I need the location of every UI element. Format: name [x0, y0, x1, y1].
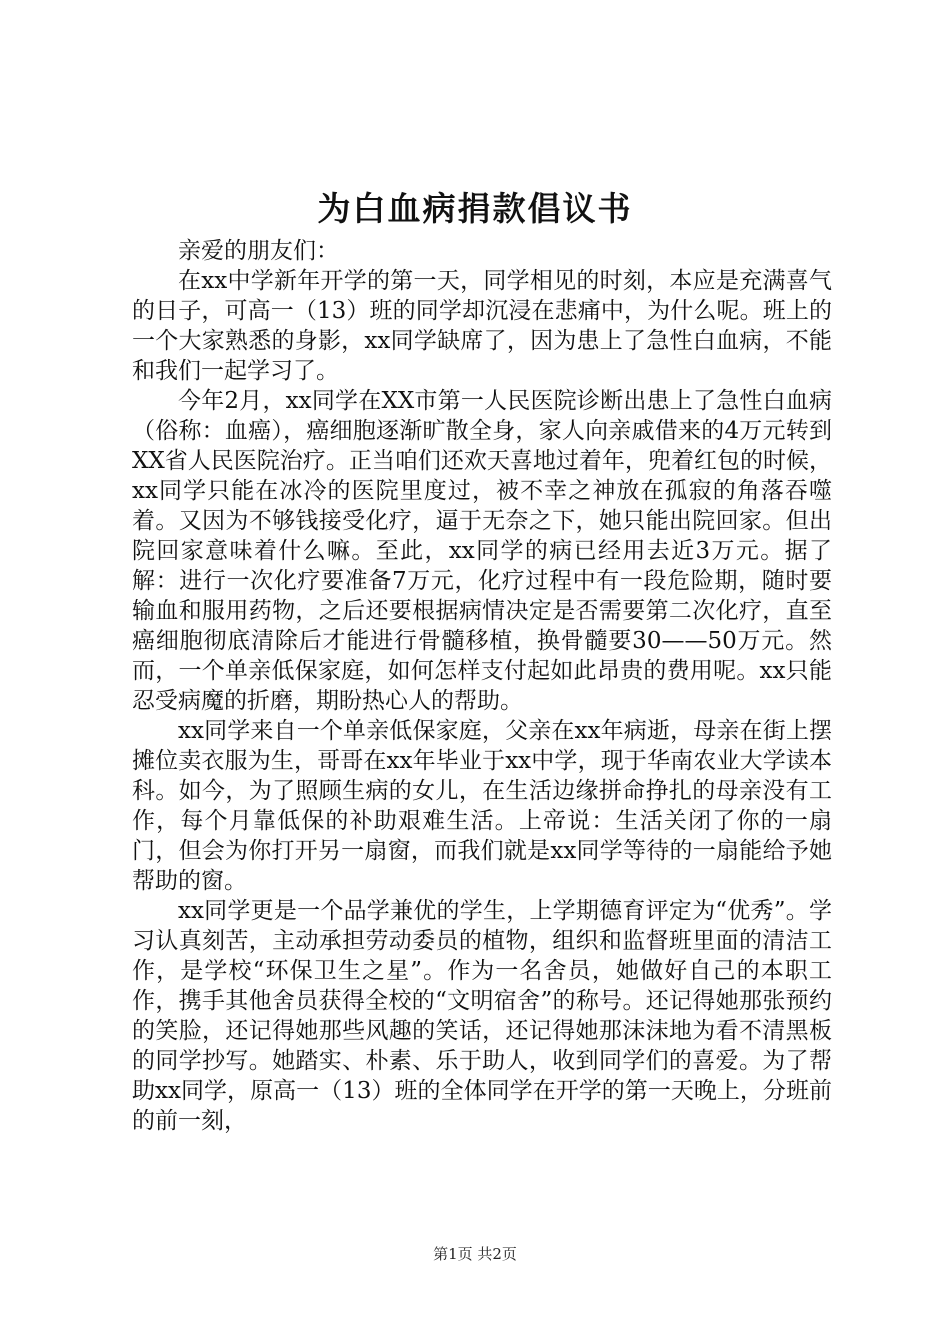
page-footer: 第1页 共2页 — [433, 1245, 517, 1263]
paragraph-2: 今年2月，xx同学在XX市第一人民医院诊断出患上了急性白血病（俗称：血癌），癌细胞逐渐旷散全身，家人向亲戚借来的4万元转到XX省人民医院治疗。正当咱们还欢天喜地过着年，兜着红包的时候，xx同学只能在冰冷的医院里度过，被不幸之神放在孤寂的角落吞噬着。又因为不够钱接受化疗，逼于无奈之下，她只能出院回家。但出院回家意味着什么嘛。至此，xx同学的病已经用去近3万元。据了解：进行一次化疗要准备7万元，化疗过程中有一段危险期，随时要输血和服用药物，之后还要根据病情决定是否需要第二次化疗，直至癌细胞彻底清除后才能进行骨髓移植，换骨髓要30——50万元。然而，一个单亲低保家庭，如何怎样支付起如此昂贵的费用呢。xx只能忍受病魔的折磨，期盼热心人的帮助。 — [132, 388, 832, 714]
document-body — [132, 236, 832, 1136]
salutation: 亲爱的朋友们： — [178, 238, 339, 264]
paragraph-3: xx同学来自一个单亲低保家庭，父亲在xx年病逝，母亲在街上摆摊位卖衣服为生，哥哥在xx年毕业于xx中学，现于华南农业大学读本科。如今，为了照顾生病的女儿，在生活边缘拼命挣扎的母亲没有工作，每个月靠低保的补助艰难生活。上帝说：生活关闭了你的一扇门，但会为你打开另一扇窗，而我们就是xx同学等待的一扇能给予她帮助的窗。 — [132, 718, 832, 894]
paragraph-1: 在xx中学新年开学的第一天，同学相见的时刻，本应是充满喜气的日子，可高一（13）班的同学却沉浸在悲痛中，为什么呢。班上的一个大家熟悉的身影，xx同学缺席了，因为患上了急性白血病，不能和我们一起学习了。 — [132, 268, 832, 384]
paragraph-4: xx同学更是一个品学兼优的学生，上学期德育评定为“优秀”。学习认真刻苦，主动承担劳动委员的植物，组织和监督班里面的清洁工作，是学校“环保卫生之星”。作为一名舍员，她做好自己的本职工作，携手其他舍员获得全校的“文明宿舍”的称号。还记得她那张预约的笑脸，还记得她那些风趣的笑话，还记得她那沫沫地为看不清黑板的同学抄写。她踏实、朴素、乐于助人，收到同学们的喜爱。为了帮助xx同学，原高一（13）班的全体同学在开学的第一天晚上，分班前的前一刻， — [132, 898, 832, 1134]
document-title: 为白血病捐款倡议书 — [317, 189, 633, 228]
